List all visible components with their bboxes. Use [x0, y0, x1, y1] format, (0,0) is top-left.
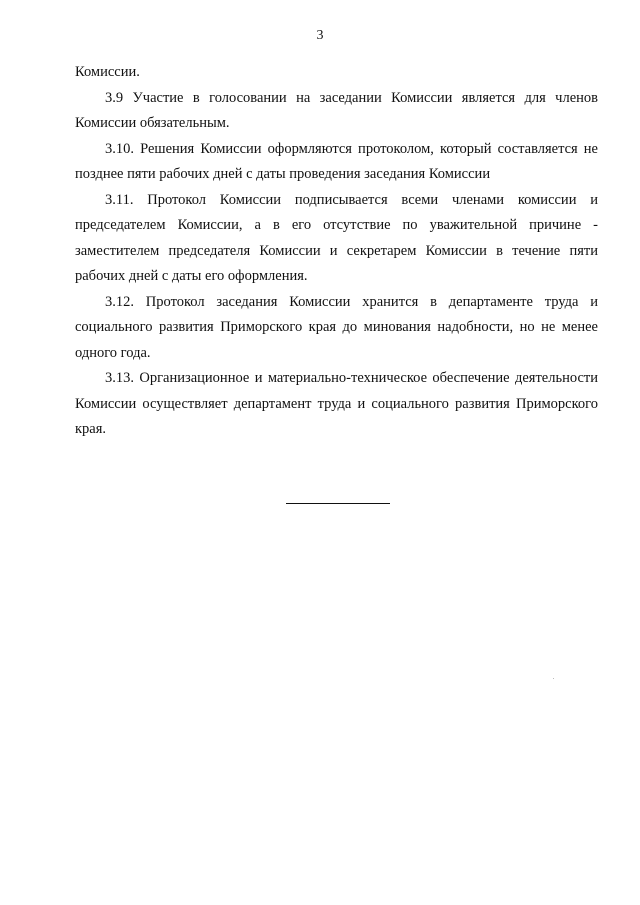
paragraph-3-10: 3.10. Решения Комиссии оформляются протоколом, который составляется не позднее пяти рабочих дней с даты проведения заседания Комиссии — [75, 140, 598, 182]
paragraph-3-9: 3.9 Участие в голосовании на заседании Комиссии является для членов Комиссии обязательным. — [75, 89, 598, 131]
document-body — [75, 60, 598, 443]
paragraph-continuation: Комиссии. — [75, 64, 140, 80]
paragraph-3-12: 3.12. Протокол заседания Комиссии хранится в департаменте труда и социального развития Приморского края до минования надобности, но не менее одного года. — [75, 293, 598, 361]
paragraph-3-11: 3.11. Протокол Комиссии подписывается всеми членами комиссии и председателем Комиссии, а в его отсутствие по уважительной причине - заместителем председателя Комиссии и секретарем Комиссии в течение пяти рабочих дней с даты его оформления. — [75, 191, 598, 284]
end-divider-line — [286, 503, 390, 504]
page-number: 3 — [316, 28, 324, 43]
scan-speck — [553, 678, 554, 679]
paragraph-3-13: 3.13. Организационное и материально-техническое обеспечение деятельности Комиссии осуществляет департамент труда и социального развития Приморского края. — [75, 370, 598, 437]
